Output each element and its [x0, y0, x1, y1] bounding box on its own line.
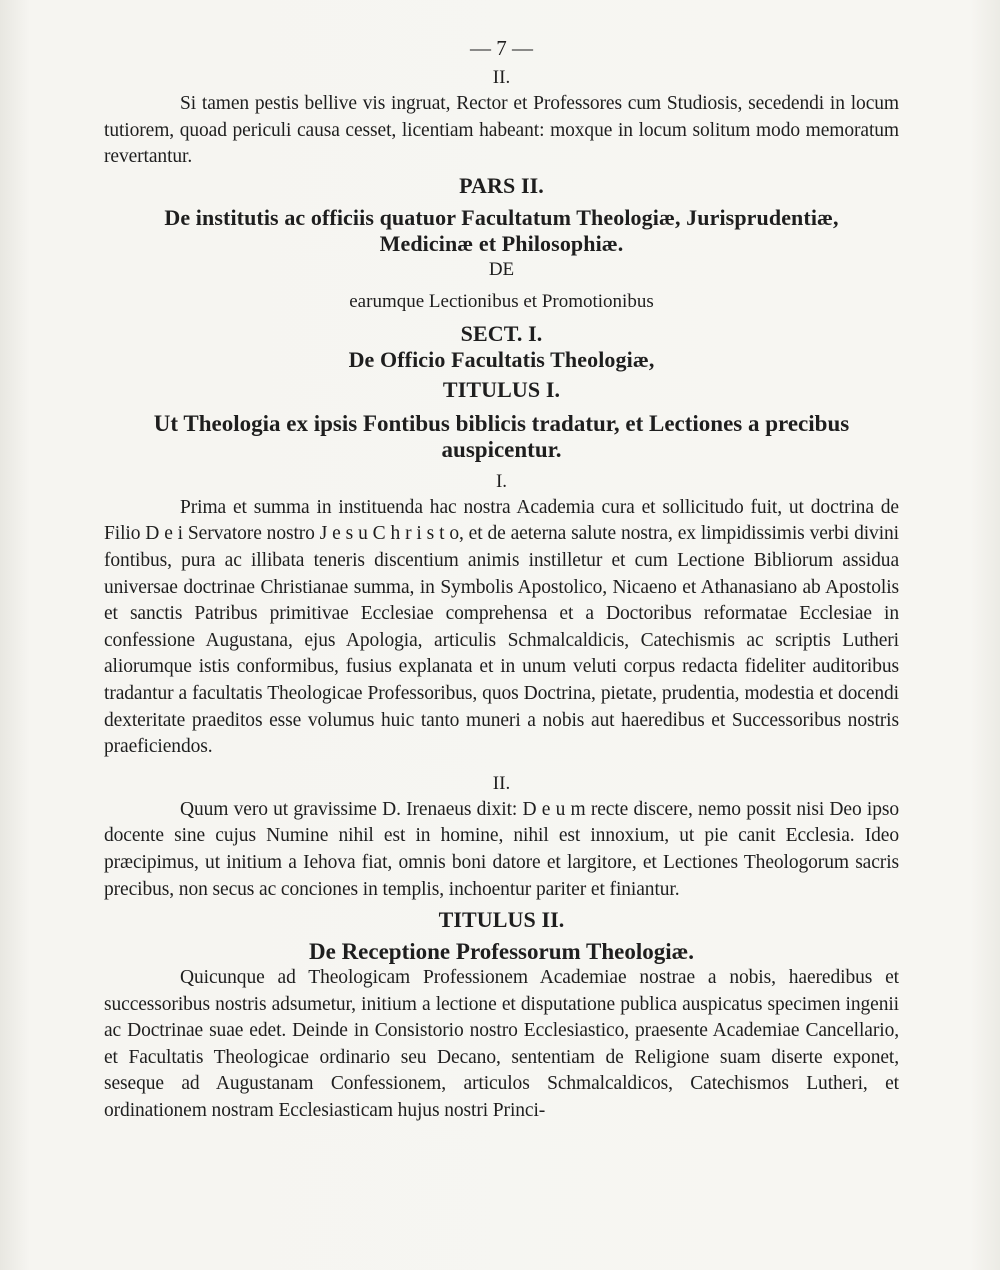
pars-title: PARS II. [459, 172, 544, 198]
titulus-1-title: TITULUS I. [442, 376, 561, 402]
titulus-1-section-i-paragraph: Prima et summa in instituenda hac nostra Academia cura et sollicitudo fuit, ut doctrina de Filio D e i Servatore nostro J e s u C h r i s t o, et de aeterna salute nostra, ex limpidissimis verbi divini fontibus, pura ac illibata teneris discentium animis instilletur et cum Lectione Bibliorum assidua universae doctrinae Christianae summa, in Symbolis Apostolico, Nicaeno et Athanasiano ab Apostolis et sanctis Patribus primitivae Ecclesiae comprehensa et a Doctoribus reformatae Ecclesiae in confessione Augustana, ejus Apologia, articulis Schmalcaldicis, Catechismis ac scriptis Lutheri aliorumque istis conformibus, fusius explanata et in unum veluti corpus redacta fideliter auditoribus tradantur a facultatis Theologicae Professoribus, quos Doctrina, pietate, prudentia, modestia et docendi dexteritate praeditos esse volumus huic tanto muneri a nobis aut haeredibus et Successoribus nostris praeficiendos. [104, 496, 899, 758]
sect-subtitle: De Officio Facultatis Theologiæ, [348, 346, 655, 372]
titulus-1-heading: Ut Theologia ex ipsis Fontibus biblicis tradatur, et Lectiones a precibus auspicentur. [153, 410, 850, 462]
titulus-1-section-i-heading: I. [495, 470, 508, 492]
titulus-2-paragraph: Quicunque ad Theologicam Professionem Academiae nostrae a nobis, haeredibus et successoribus nostris adsumetur, initium a lectione et disputatione publica auspicatus specimen ingenii ac Doctrinae suae edet. Deinde in Consistorio nostro Ecclesiastico, praesente Academiae Cancellario, et Facultatis Theologicae ordinario seu Decano, sententiam de Religione suam diserte exponet, seseque ad Augustanam Confessionem, articulos Schmalcaldicos, Catechismos Lutheri, et ordinationem nostram Ecclesiasticam hujus nostri Princi- [104, 967, 899, 1122]
titulus-2-heading: De Receptione Professorum Theologiæ. [309, 939, 694, 965]
pars-subtitle-line-2: Medicinæ et Philosophiæ. [379, 230, 624, 256]
titulus-2-title: TITULUS II. [438, 907, 565, 933]
page-content [104, 36, 899, 1125]
section-ii-paragraph: Si tamen pestis bellive vis ingruat, Rector et Professores cum Studiosis, secedendi in locum tutiorem, quoad periculi causa cesset, licentiam habeant: moxque in locum solitum modo memoratum revertantur. [104, 93, 899, 168]
page-number: — 7 — [470, 36, 533, 60]
de-line: earumque Lectionibus et Promotionibus [349, 290, 654, 312]
titulus-1-section-ii-paragraph: Quum vero ut gravissime D. Irenaeus dixit: D e u m recte discere, nemo possit nisi Deo ipso docente sine cujus Numine nihil est in homine, nihil est innoxium, ut pie canit Ecclesia. Ideo præcipimus, ut initium a Iehova fiat, omnis boni datore et largitore, et Lectiones Theologorum sacris precibus, non secus ac conciones in templis, inchoentur pariter et finiantur. [104, 798, 899, 900]
de-word: DE [488, 258, 515, 280]
pars-subtitle-line-1: De institutis ac officiis quatuor Facultatum Theologiæ, Jurisprudentiæ, [164, 204, 839, 230]
section-ii-heading: II. [492, 67, 511, 88]
titulus-1-section-ii-heading: II. [492, 772, 511, 794]
sect-title: SECT. I. [460, 320, 543, 346]
